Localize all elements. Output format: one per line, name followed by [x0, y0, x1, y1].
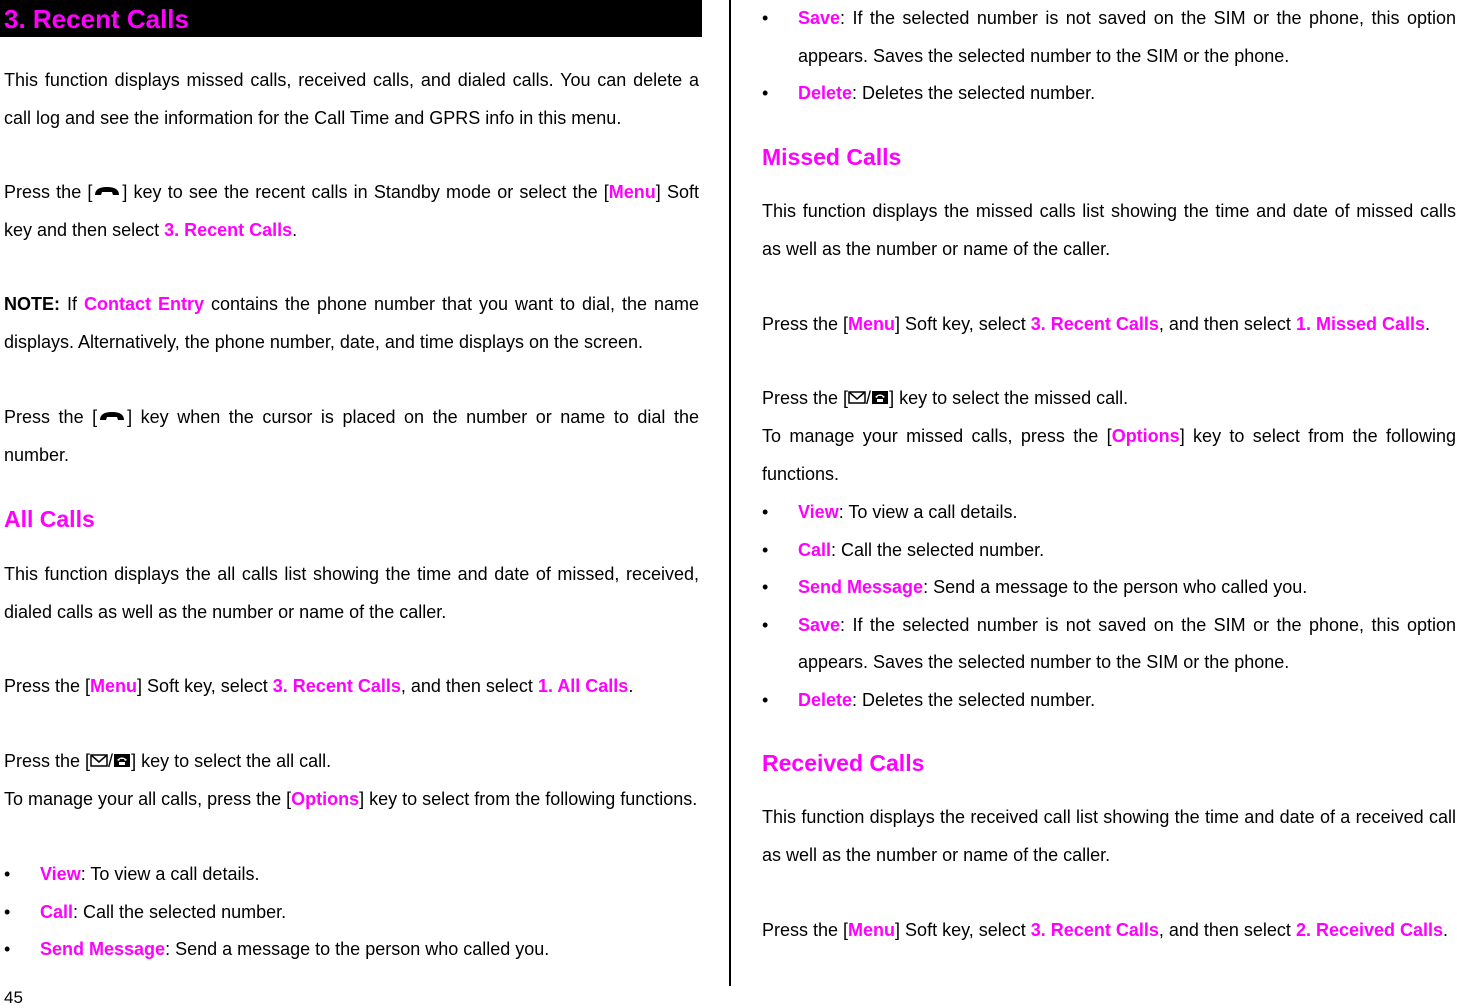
press-send-key-paragraph: Press the [ ] key to see the recent calls in Standby mode or select the [Menu] Soft key and then select 3. Recent Calls.: [4, 174, 699, 250]
select-missed-call-paragraph: Press the [ / ] key to select the missed call.: [762, 380, 1456, 418]
all-calls-options-list: [4, 856, 699, 969]
missed-calls-path-paragraph: Press the [Menu] Soft key, select 3. Recent Calls, and then select 1. Missed Calls.: [762, 314, 1431, 334]
list-item: • Delete: Deletes the selected number.: [762, 75, 1456, 113]
list-item: • View: To view a call details.: [762, 494, 1456, 532]
list-item: • Call: Call the selected number.: [4, 894, 699, 932]
phone-key-icon: [113, 744, 131, 782]
list-item: • Delete: Deletes the selected number.: [762, 682, 1456, 720]
all-calls-options-list-continued: [762, 0, 1456, 113]
received-calls-description: This function displays the received call list showing the time and date of a received call as well as the number or name of the caller.: [762, 807, 1456, 865]
list-item: • Send Message: Send a message to the person who called you.: [762, 569, 1456, 607]
all-calls-path-paragraph: Press the [Menu] Soft key, select 3. Recent Calls, and then select 1. All Calls.: [4, 676, 634, 696]
missed-calls-heading: Missed Calls: [762, 144, 902, 170]
phone-send-key-icon: [92, 175, 122, 213]
all-calls-description: This function displays the all calls list showing the time and date of missed, received, dialed calls as well as the number or name of the caller.: [4, 564, 699, 622]
received-calls-path-paragraph: Press the [Menu] Soft key, select 3. Recent Calls, and then select 2. Received Calls.: [762, 920, 1449, 940]
phone-send-key-icon: [97, 400, 127, 438]
list-item: • Save: If the selected number is not saved on the SIM or the phone, this option appears. Saves the selected number to the SIM or the phone.: [762, 607, 1456, 682]
list-item: • Call: Call the selected number.: [762, 532, 1456, 570]
intro-paragraph: This function displays missed calls, received calls, and dialed calls. You can delete a call log and see the information for the Call Time and GPRS info in this menu.: [4, 70, 699, 128]
all-calls-heading: All Calls: [4, 506, 95, 532]
section-title: 3. Recent Calls: [0, 0, 702, 37]
message-key-icon: [90, 744, 108, 782]
received-calls-heading: Received Calls: [762, 750, 925, 776]
manage-all-calls-paragraph: To manage your all calls, press the [Options] key to select from the following functions.: [4, 789, 698, 809]
list-item: • Save: If the selected number is not saved on the SIM or the phone, this option appears. Saves the selected number to the SIM or the phone.: [762, 0, 1456, 75]
message-key-icon: [848, 381, 866, 419]
missed-calls-options-list: [762, 494, 1456, 719]
select-all-call-paragraph: Press the [ / ] key to select the all call.: [4, 743, 699, 781]
list-item: • View: To view a call details.: [4, 856, 699, 894]
list-item: • Send Message: Send a message to the person who called you.: [4, 931, 699, 969]
phone-key-icon: [871, 381, 889, 419]
note-paragraph: NOTE: If Contact Entry contains the phone number that you want to dial, the name displays. Alternatively, the phone number, date, and time displays on the screen.: [4, 294, 700, 352]
page-number: 45: [4, 988, 23, 1007]
column-divider: [729, 0, 731, 986]
dial-paragraph: Press the [ ] key when the cursor is placed on the number or name to dial the number.: [4, 399, 699, 475]
manage-missed-calls-paragraph: To manage your missed calls, press the [Options] key to select from the following functions.: [762, 426, 1456, 484]
missed-calls-description: This function displays the missed calls list showing the time and date of missed calls as well as the number or name of the caller.: [762, 201, 1456, 259]
